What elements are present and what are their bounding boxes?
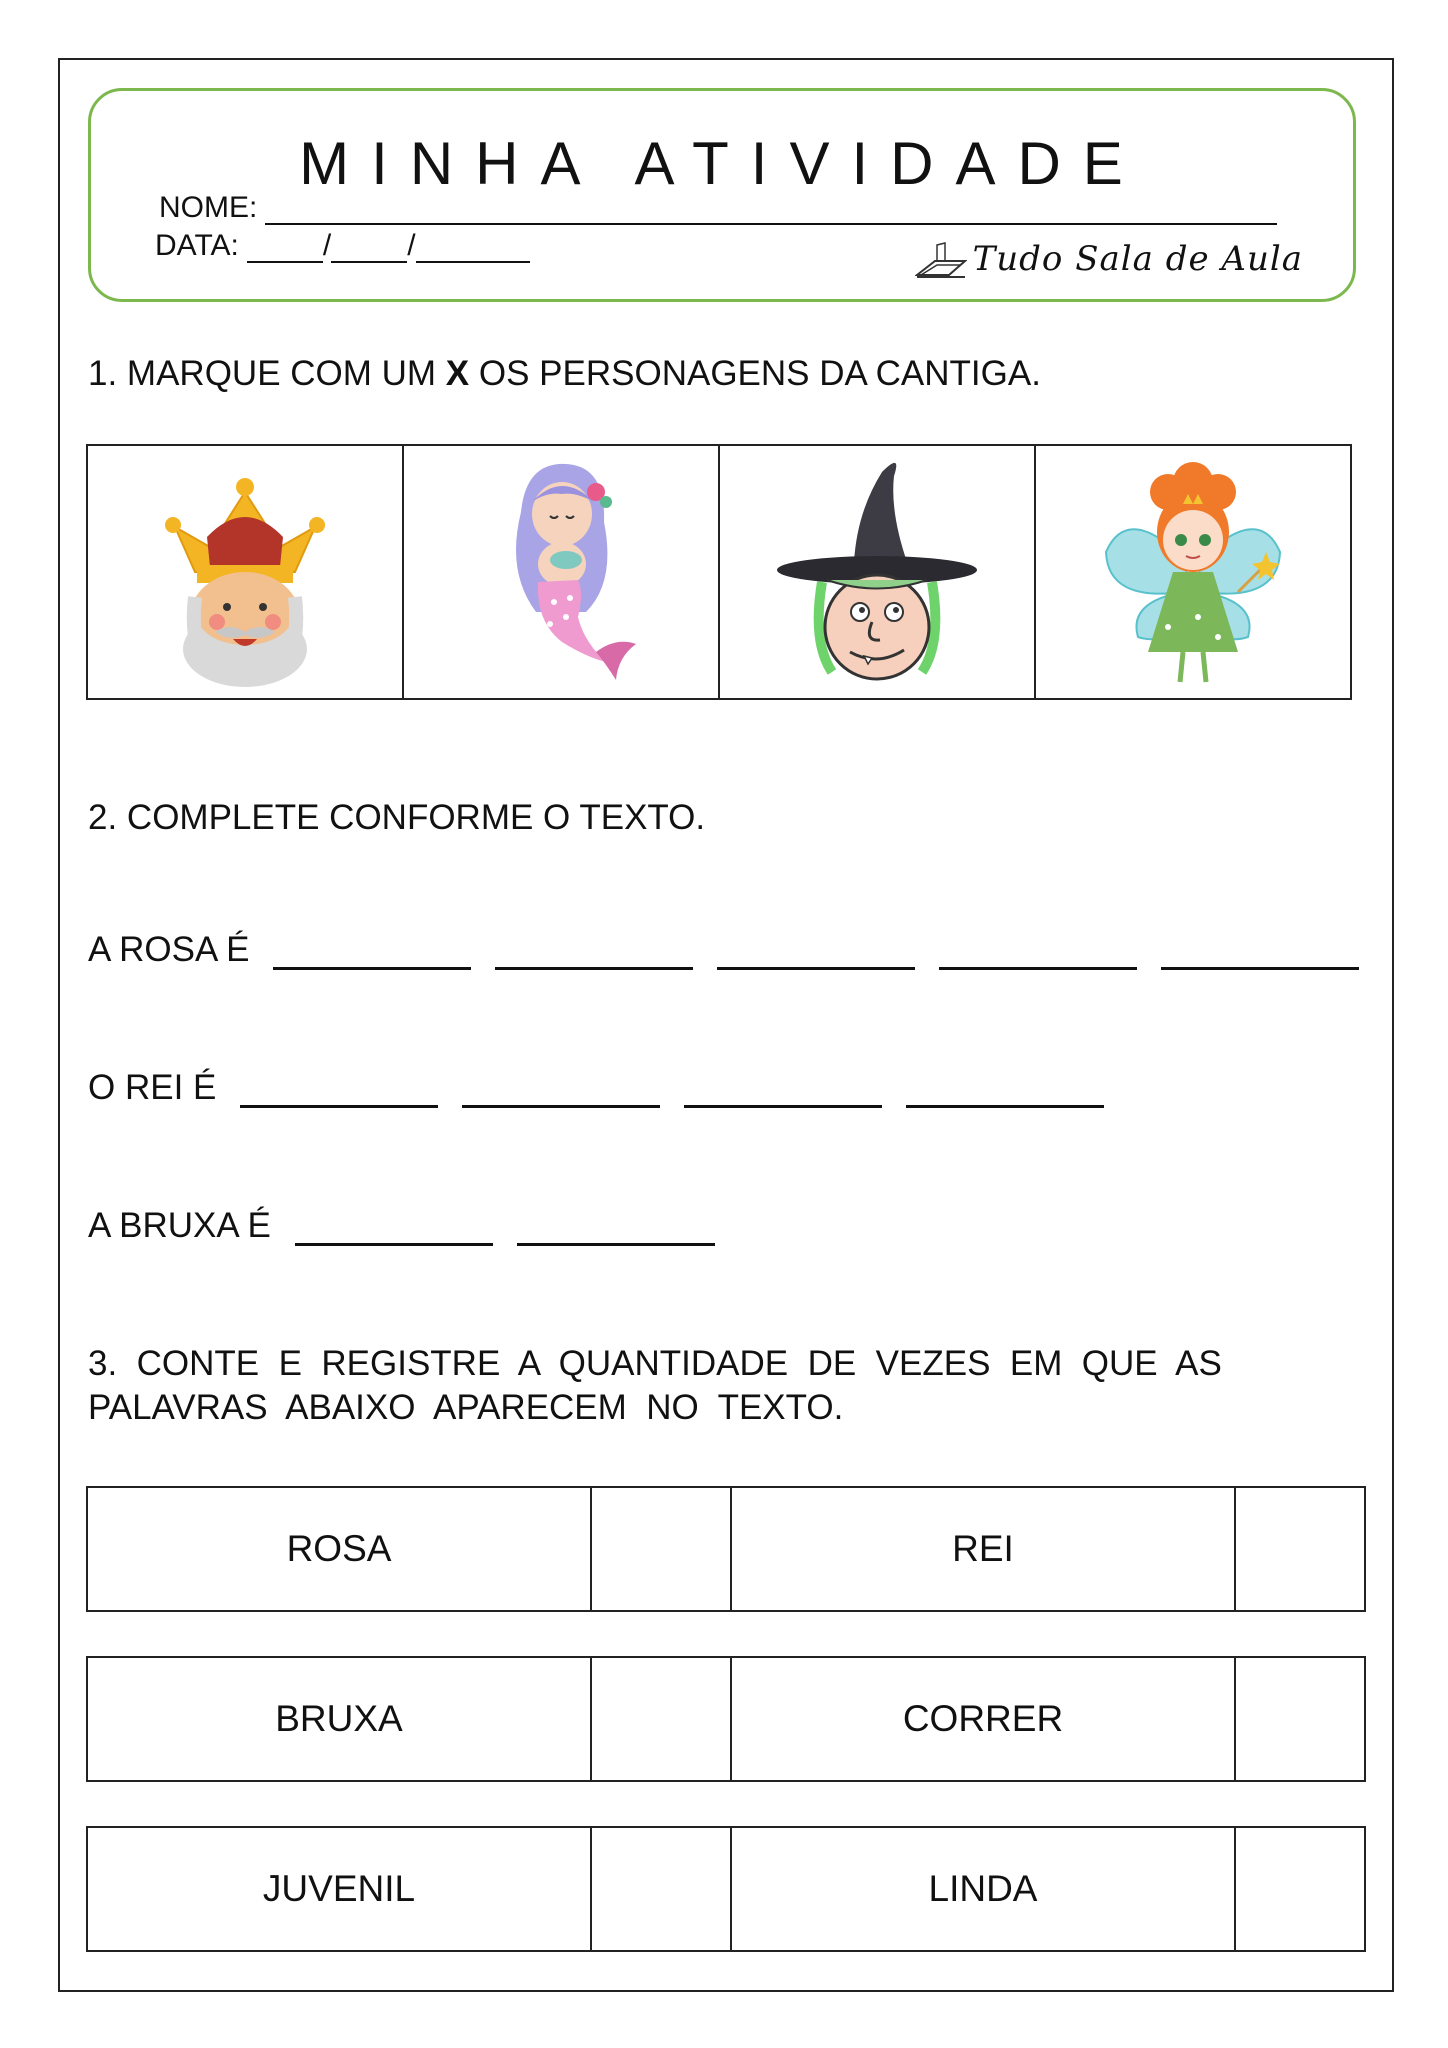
question-2-title: 2. COMPLETE CONFORME O TEXTO. <box>88 798 706 837</box>
blank-line[interactable] <box>1161 931 1359 970</box>
fill-label-rei: O REI É <box>88 1068 217 1107</box>
fill-label-rosa: A ROSA É <box>88 930 250 969</box>
blank-line[interactable] <box>240 1069 438 1108</box>
blank-line[interactable] <box>517 1207 715 1246</box>
blank-line[interactable] <box>295 1207 493 1246</box>
image-cell-king[interactable] <box>88 446 404 698</box>
count-answer-cell[interactable] <box>592 1828 732 1950</box>
date-label: DATA: <box>155 229 239 262</box>
date-field <box>155 229 530 263</box>
date-day-line[interactable] <box>247 231 323 263</box>
count-word: BRUXA <box>88 1658 592 1780</box>
count-answer-cell[interactable] <box>592 1658 732 1780</box>
count-word: ROSA <box>88 1488 592 1610</box>
question-1-prefix: 1. MARQUE COM UM <box>88 354 446 393</box>
question-3-line-1: 3. CONTE E REGISTRE A QUANTIDADE DE VEZES EM QUE AS <box>88 1344 1222 1383</box>
count-word: REI <box>732 1488 1236 1610</box>
header-box <box>88 88 1356 302</box>
blank-line[interactable] <box>717 931 915 970</box>
question-1-emphasis: X <box>445 354 470 393</box>
witch-icon <box>772 452 982 692</box>
mermaid-icon <box>466 452 656 692</box>
question-1-suffix: OS PERSONAGENS DA CANTIGA. <box>469 354 1041 393</box>
name-line[interactable] <box>265 193 1277 225</box>
question-3-title <box>88 1342 1368 1430</box>
count-answer-cell[interactable] <box>592 1488 732 1610</box>
name-label: NOME: <box>159 191 258 224</box>
date-month-line[interactable] <box>331 231 407 263</box>
king-icon <box>155 457 335 687</box>
fill-label-bruxa: A BRUXA É <box>88 1206 271 1245</box>
count-answer-cell[interactable] <box>1236 1658 1364 1780</box>
blank-line[interactable] <box>462 1069 660 1108</box>
fairy-icon <box>1088 452 1298 692</box>
book-icon <box>915 239 967 279</box>
blank-line[interactable] <box>495 931 693 970</box>
count-word: JUVENIL <box>88 1828 592 1950</box>
image-cell-witch[interactable] <box>720 446 1036 698</box>
blank-line[interactable] <box>273 931 471 970</box>
name-field <box>159 191 1277 225</box>
character-image-grid <box>86 444 1352 700</box>
brand-name: Tudo Sala de Aula <box>972 239 1303 279</box>
fill-row-rosa <box>88 930 1359 970</box>
image-cell-fairy[interactable] <box>1036 446 1350 698</box>
count-word: LINDA <box>732 1828 1236 1950</box>
date-separator-2: / <box>407 229 416 262</box>
question-3-line-2: PALAVRAS ABAIXO APARECEM NO TEXTO. <box>88 1388 844 1427</box>
fill-row-rei <box>88 1068 1104 1108</box>
count-word: CORRER <box>732 1658 1236 1780</box>
date-year-line[interactable] <box>416 231 530 263</box>
blank-line[interactable] <box>939 931 1137 970</box>
image-cell-mermaid[interactable] <box>404 446 720 698</box>
count-answer-cell[interactable] <box>1236 1828 1364 1950</box>
question-1-title <box>88 352 1041 396</box>
blank-line[interactable] <box>684 1069 882 1108</box>
count-table-row <box>86 1826 1366 1952</box>
page-title: MINHA ATIVIDADE <box>299 130 1145 197</box>
brand-logo <box>915 239 1303 279</box>
date-separator-1: / <box>322 229 332 262</box>
blank-line[interactable] <box>906 1069 1104 1108</box>
count-table-row <box>86 1486 1366 1612</box>
count-table-row <box>86 1656 1366 1782</box>
count-answer-cell[interactable] <box>1236 1488 1364 1610</box>
fill-row-bruxa <box>88 1206 715 1246</box>
